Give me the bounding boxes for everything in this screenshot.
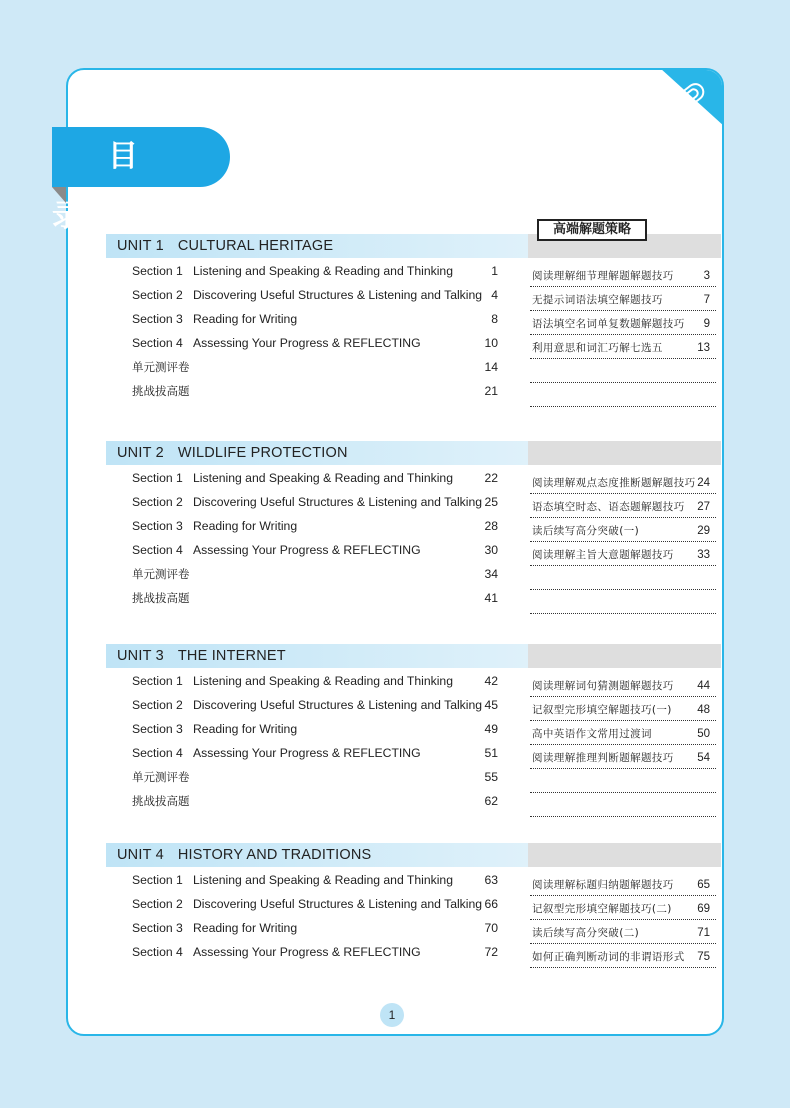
- strategy-title: 高中英语作文常用过渡词: [532, 728, 652, 740]
- page-ref: 25: [484, 495, 498, 509]
- page-ref: 55: [484, 770, 498, 784]
- section-label: 挑战拔高题: [132, 384, 190, 398]
- section-title: Assessing Your Progress & REFLECTING: [193, 945, 421, 959]
- toc-row[interactable]: [132, 357, 498, 377]
- page-ref: 51: [484, 746, 498, 760]
- strategy-title: 利用意思和词汇巧解七选五: [532, 342, 663, 354]
- toc-row[interactable]: [132, 767, 498, 787]
- strategy-row: [530, 795, 716, 817]
- section-label: Section 3: [132, 921, 183, 935]
- unit-label: UNIT 1: [117, 238, 164, 254]
- strategy-page-ref: 27: [697, 501, 710, 513]
- toc-row[interactable]: [132, 791, 498, 811]
- section-title: Reading for Writing: [193, 519, 298, 533]
- strategy-page-ref: 7: [703, 294, 710, 306]
- strategy-page-ref: 33: [697, 549, 710, 561]
- section-label: Section 1: [132, 471, 183, 485]
- page-ref: 63: [484, 873, 498, 887]
- toc-row[interactable]: [132, 695, 498, 715]
- page-ref: 34: [484, 567, 498, 581]
- section-label: Section 3: [132, 312, 183, 326]
- section-label: Section 1: [132, 674, 183, 688]
- strategy-row: [530, 771, 716, 793]
- strategy-title: 阅读理解推理判断题解题技巧: [532, 752, 674, 764]
- strategy-header-bar: [528, 441, 721, 465]
- section-label: 挑战拔高题: [132, 591, 190, 605]
- strategy-title: 语法填空名词单复数题解题技巧: [532, 318, 685, 330]
- strategy-header-bar: [528, 843, 721, 867]
- page-ref: 1: [491, 264, 498, 278]
- section-label: Section 1: [132, 264, 183, 278]
- strategy-row: [530, 568, 716, 590]
- toc-row[interactable]: [132, 564, 498, 584]
- strategy-row[interactable]: [530, 289, 716, 311]
- unit-title: HISTORY AND TRADITIONS: [177, 847, 372, 863]
- strategy-page-ref: 3: [703, 270, 710, 282]
- strategy-page-ref: 48: [697, 704, 710, 716]
- section-label: Section 4: [132, 336, 183, 350]
- section-title: Discovering Useful Structures & Listening and Talking: [193, 288, 483, 302]
- section-title: Assessing Your Progress & REFLECTING: [193, 336, 421, 350]
- toc-row[interactable]: [132, 540, 498, 560]
- page-ref: 28: [484, 519, 498, 533]
- strategy-row[interactable]: [530, 544, 716, 566]
- strategy-title: 读后续写高分突破(一): [532, 525, 640, 537]
- strategy-column-label: 高端解题策略: [537, 219, 647, 241]
- strategy-row[interactable]: [530, 337, 716, 359]
- strategy-row: [530, 361, 716, 383]
- strategy-row[interactable]: [530, 496, 716, 518]
- strategy-row[interactable]: [530, 747, 716, 769]
- section-label: 挑战拔高题: [132, 794, 190, 808]
- strategy-title: 如何正确判断动词的非谓语形式: [532, 951, 685, 963]
- unit-header: [106, 843, 528, 867]
- unit-label: UNIT 4: [117, 847, 164, 863]
- section-title: Assessing Your Progress & REFLECTING: [193, 543, 421, 557]
- strategy-page-ref: 71: [697, 927, 710, 939]
- page-ref: 30: [484, 543, 498, 557]
- toc-row[interactable]: [132, 942, 498, 962]
- strategy-row[interactable]: [530, 675, 716, 697]
- strategy-page-ref: 65: [697, 879, 710, 891]
- section-label: Section 4: [132, 746, 183, 760]
- page-ref: 49: [484, 722, 498, 736]
- title-tab-fold: [52, 187, 66, 203]
- toc-row[interactable]: [132, 381, 498, 401]
- strategy-title: 阅读理解主旨大意题解题技巧: [532, 549, 674, 561]
- toc-row[interactable]: [132, 285, 498, 305]
- section-title: Listening and Speaking & Reading and Thinking: [193, 873, 453, 887]
- strategy-header-bar: [528, 644, 721, 668]
- page-ref: 4: [491, 288, 498, 302]
- strategy-page-ref: 24: [697, 477, 710, 489]
- strategy-row[interactable]: [530, 472, 716, 494]
- page-ref: 72: [484, 945, 498, 959]
- strategy-page-ref: 44: [697, 680, 710, 692]
- section-title: Discovering Useful Structures & Listening and Talking: [193, 698, 483, 712]
- unit-title: WILDLIFE PROTECTION: [177, 445, 348, 461]
- strategy-row: [530, 592, 716, 614]
- strategy-title: 阅读理解词句猜测题解题技巧: [532, 680, 674, 692]
- toc-row[interactable]: [132, 492, 498, 512]
- toc-row[interactable]: [132, 870, 498, 890]
- strategy-title: 记叙型完形填空解题技巧(二): [532, 903, 672, 915]
- strategy-page-ref: 9: [703, 318, 710, 330]
- strategy-page-ref: 29: [697, 525, 710, 537]
- section-label: Section 4: [132, 945, 183, 959]
- toc-row[interactable]: [132, 671, 498, 691]
- strategy-page-ref: 69: [697, 903, 710, 915]
- strategy-row[interactable]: [530, 898, 716, 920]
- toc-row[interactable]: [132, 261, 498, 281]
- page-ref: 8: [491, 312, 498, 326]
- section-label: 单元测评卷: [132, 567, 190, 581]
- toc-row[interactable]: [132, 309, 498, 329]
- strategy-row: [530, 385, 716, 407]
- section-title: Listening and Speaking & Reading and Thinking: [193, 674, 453, 688]
- strategy-title: 无提示词语法填空解题技巧: [532, 294, 663, 306]
- page-ref: 70: [484, 921, 498, 935]
- strategy-title: 阅读理解标题归纳题解题技巧: [532, 879, 674, 891]
- section-title: Reading for Writing: [193, 312, 298, 326]
- section-label: Section 3: [132, 519, 183, 533]
- strategy-title: 阅读理解细节理解题解题技巧: [532, 270, 674, 282]
- section-label: Section 2: [132, 495, 183, 509]
- section-title: Reading for Writing: [193, 722, 298, 736]
- strategy-page-ref: 50: [697, 728, 710, 740]
- section-label: Section 2: [132, 698, 183, 712]
- strategy-row[interactable]: [530, 874, 716, 896]
- toc-row[interactable]: [132, 516, 498, 536]
- page-ref: 10: [484, 336, 498, 350]
- strategy-page-ref: 13: [697, 342, 710, 354]
- toc-row[interactable]: [132, 719, 498, 739]
- unit-title: THE INTERNET: [177, 648, 286, 664]
- section-title: Listening and Speaking & Reading and Thinking: [193, 264, 453, 278]
- strategy-row[interactable]: [530, 520, 716, 542]
- page-ref: 14: [484, 360, 498, 374]
- strategy-row[interactable]: [530, 265, 716, 287]
- strategy-title: 阅读理解观点态度推断题解题技巧: [532, 477, 696, 489]
- page-ref: 66: [484, 897, 498, 911]
- unit-label: UNIT 2: [117, 445, 164, 461]
- section-label: Section 1: [132, 873, 183, 887]
- page-ref: 21: [484, 384, 498, 398]
- toc-row[interactable]: [132, 588, 498, 608]
- section-title: Assessing Your Progress & REFLECTING: [193, 746, 421, 760]
- section-label: Section 2: [132, 288, 183, 302]
- strategy-title: 读后续写高分突破(二): [532, 927, 640, 939]
- strategy-row[interactable]: [530, 922, 716, 944]
- strategy-row[interactable]: [530, 723, 716, 745]
- page-ref: 42: [484, 674, 498, 688]
- unit-header: [106, 644, 528, 668]
- section-title: Reading for Writing: [193, 921, 298, 935]
- section-label: 单元测评卷: [132, 360, 190, 374]
- unit-header: [106, 234, 528, 258]
- strategy-title: 记叙型完形填空解题技巧(一): [532, 704, 672, 716]
- toc-row[interactable]: [132, 468, 498, 488]
- strategy-title: 语态填空时态、语态题解题技巧: [532, 501, 685, 513]
- unit-title: CULTURAL HERITAGE: [177, 238, 334, 254]
- unit-header: [106, 441, 528, 465]
- section-label: 单元测评卷: [132, 770, 190, 784]
- page-title: 目 录: [52, 127, 230, 187]
- section-label: Section 4: [132, 543, 183, 557]
- toc-row[interactable]: [132, 333, 498, 353]
- section-label: Section 3: [132, 722, 183, 736]
- strategy-row[interactable]: [530, 699, 716, 721]
- unit-label: UNIT 3: [117, 648, 164, 664]
- page-ref: 62: [484, 794, 498, 808]
- strategy-page-ref: 54: [697, 752, 710, 764]
- page-number: 1: [380, 1003, 404, 1027]
- page-ref: 41: [484, 591, 498, 605]
- toc-row[interactable]: [132, 918, 498, 938]
- section-title: Discovering Useful Structures & Listening and Talking: [193, 495, 483, 509]
- strategy-page-ref: 75: [697, 951, 710, 963]
- section-title: Listening and Speaking & Reading and Thinking: [193, 471, 453, 485]
- section-title: Discovering Useful Structures & Listening and Talking: [193, 897, 483, 911]
- section-label: Section 2: [132, 897, 183, 911]
- strategy-row[interactable]: [530, 946, 716, 968]
- toc-row[interactable]: [132, 743, 498, 763]
- page-ref: 22: [484, 471, 498, 485]
- strategy-row[interactable]: [530, 313, 716, 335]
- toc-row[interactable]: [132, 894, 498, 914]
- page-ref: 45: [484, 698, 498, 712]
